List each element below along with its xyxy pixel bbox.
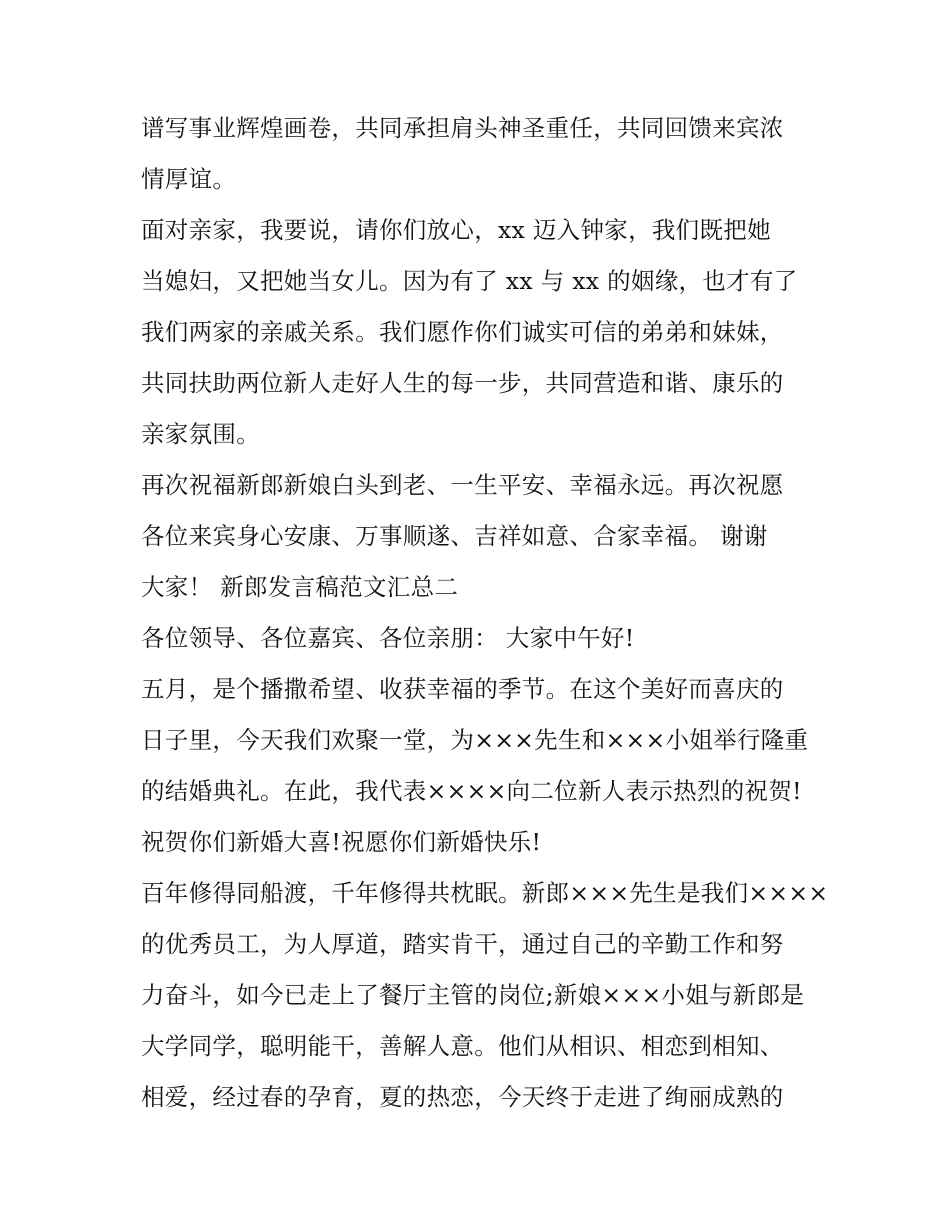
text-line: 各位领导、各位嘉宾、各位亲朋： 大家中午好! <box>141 624 635 652</box>
text-line: 再次祝福新郎新娘白头到老、一生平安、幸福永远。再次祝愿 <box>141 471 784 499</box>
text-line: 五月，是个播撒希望、收获幸福的季节。在这个美好而喜庆的 <box>141 675 784 703</box>
text-line: 相爱，经过春的孕育，夏的热恋，今天终于走进了绚丽成熟的 <box>141 1083 784 1111</box>
text-line: 祝贺你们新婚大喜!祝愿你们新婚快乐! <box>141 828 542 856</box>
text-line: 亲家氛围。 <box>141 420 260 448</box>
text-line: 的结婚典礼。在此，我代表××××向二位新人表示热烈的祝贺! <box>141 777 802 805</box>
text-line: 情厚谊。 <box>141 165 237 193</box>
text-line: 百年修得同船渡，千年修得共枕眠。新郎×××先生是我们×××× <box>141 879 829 907</box>
text-line: 我们两家的亲戚关系。我们愿作你们诚实可信的弟弟和妹妹， <box>141 318 784 346</box>
text-line: 大学同学，聪明能干，善解人意。他们从相识、相恋到相知、 <box>141 1032 784 1060</box>
text-line: 当媳妇，又把她当女儿。因为有了 xx 与 xx 的姻缘，也才有了 <box>141 267 798 295</box>
text-line: 各位来宾身心安康、万事顺遂、吉祥如意、合家幸福。 谢谢 <box>141 522 768 550</box>
text-line: 面对亲家，我要说，请你们放心，xx 迈入钟家，我们既把她 <box>141 216 771 244</box>
text-line: 共同扶助两位新人走好人生的每一步，共同营造和谐、康乐的 <box>141 369 784 397</box>
text-line: 力奋斗，如今已走上了餐厅主管的岗位;新娘×××小姐与新郎是 <box>141 981 805 1009</box>
body-text <box>141 103 829 1123</box>
text-line: 日子里，今天我们欢聚一堂，为×××先生和×××小姐举行隆重 <box>141 726 809 754</box>
text-line: 谱写事业辉煌画卷，共同承担肩头神圣重任，共同回馈来宾浓 <box>141 114 784 142</box>
text-line: 的优秀员工，为人厚道，踏实肯干，通过自己的辛勤工作和努 <box>141 930 784 958</box>
text-line: 大家！ 新郎发言稿范文汇总二 <box>141 573 459 601</box>
